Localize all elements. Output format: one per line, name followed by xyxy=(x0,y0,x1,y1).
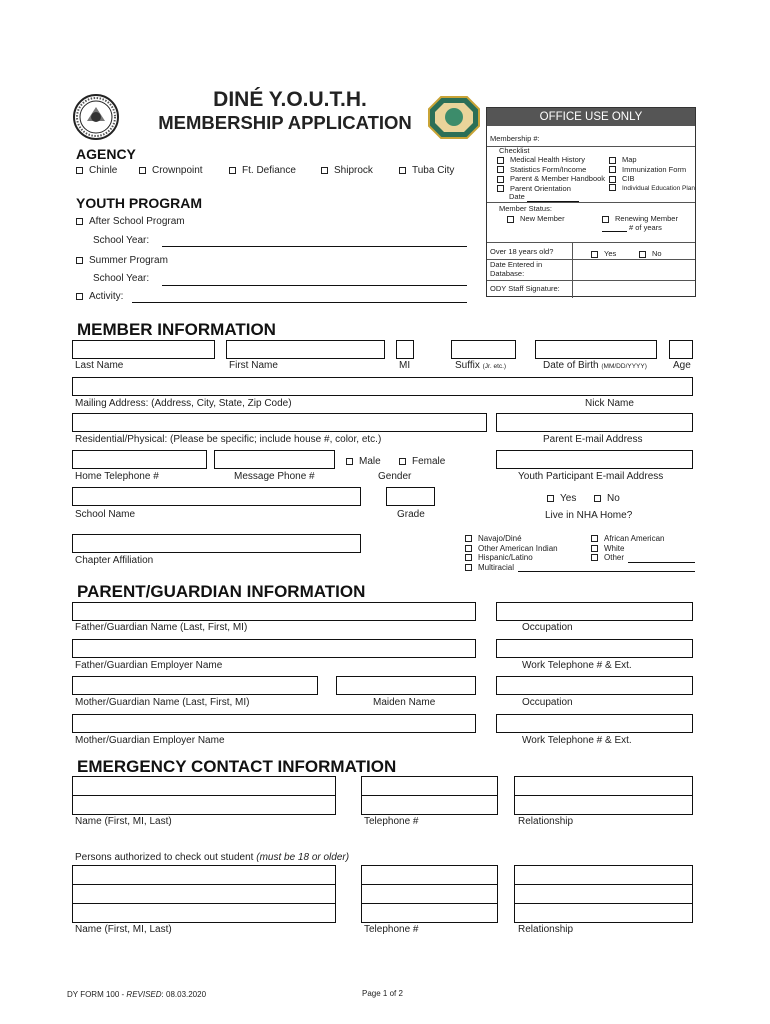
emergency-name-label: Name (First, MI, Last) xyxy=(75,816,172,827)
father-employer-input[interactable] xyxy=(72,639,476,658)
suffix-input[interactable] xyxy=(451,340,516,359)
chapter-affiliation-label: Chapter Affiliation xyxy=(75,555,154,566)
mother-occupation-input[interactable] xyxy=(496,676,693,695)
emergency-phone-1-input[interactable] xyxy=(361,776,498,796)
last-name-input[interactable] xyxy=(72,340,215,359)
medical-health-checkbox[interactable] xyxy=(497,157,504,164)
summer-program-checkbox[interactable] xyxy=(76,257,83,264)
nha-yes-label: Yes xyxy=(560,493,577,504)
parent-guardian-heading: PARENT/GUARDIAN INFORMATION xyxy=(77,582,366,601)
membership-number-label: Membership #: xyxy=(490,134,540,143)
activity-line[interactable] xyxy=(132,302,467,303)
form-number: DY FORM 100 - REVISED: 08.03.2020 xyxy=(67,990,207,999)
tuba-city-checkbox[interactable] xyxy=(399,167,406,174)
navajo-checkbox[interactable] xyxy=(465,535,472,542)
nha-no-label: No xyxy=(607,493,620,504)
ft-defiance-label: Ft. Defiance xyxy=(242,165,296,176)
authorized-phone-3-input[interactable] xyxy=(361,903,498,923)
multiracial-line[interactable] xyxy=(518,571,695,572)
male-label: Male xyxy=(359,456,381,467)
form-title: DINÉ Y.O.U.T.H. xyxy=(213,88,367,111)
father-work-phone-input[interactable] xyxy=(496,639,693,658)
renewing-member-checkbox[interactable] xyxy=(602,216,609,223)
tuba-city-label: Tuba City xyxy=(412,165,455,176)
chinle-label: Chinle xyxy=(89,165,118,176)
member-info-heading: MEMBER INFORMATION xyxy=(77,320,276,339)
ethnicity-right: African American White Other xyxy=(591,534,664,563)
mi-label: MI xyxy=(399,360,411,371)
school-year-label-1: School Year: xyxy=(93,235,150,246)
nha-home-label: Live in NHA Home? xyxy=(545,510,633,521)
mother-occupation-label: Occupation xyxy=(522,697,573,708)
emergency-relationship-label: Relationship xyxy=(518,816,574,827)
age-input[interactable] xyxy=(669,340,693,359)
message-phone-input[interactable] xyxy=(214,450,335,469)
navajo-housing-logo xyxy=(427,95,481,140)
member-status-label: Member Status: xyxy=(499,204,552,213)
nick-name-input[interactable] xyxy=(496,413,693,432)
grade-label: Grade xyxy=(397,509,425,520)
form-subtitle: MEMBERSHIP APPLICATION xyxy=(158,112,412,133)
school-name-label: School Name xyxy=(75,509,136,520)
youth-email-label: Youth Participant E-mail Address xyxy=(518,471,664,482)
school-name-input[interactable] xyxy=(72,487,361,506)
authorized-name-2-input[interactable] xyxy=(72,884,336,904)
after-school-checkbox[interactable] xyxy=(76,218,83,225)
activity-label: Activity: xyxy=(89,291,124,302)
renewing-member-label: Renewing Member xyxy=(615,214,678,223)
gender-label: Gender xyxy=(378,471,412,482)
parent-email-input[interactable] xyxy=(496,450,693,469)
mother-name-label: Mother/Guardian Name (Last, First, MI) xyxy=(75,697,250,708)
multiracial-checkbox[interactable] xyxy=(465,564,472,571)
shiprock-checkbox[interactable] xyxy=(321,167,328,174)
father-name-label: Father/Guardian Name (Last, First, MI) xyxy=(75,622,248,633)
father-name-input[interactable] xyxy=(72,602,476,621)
ft-defiance-checkbox[interactable] xyxy=(229,167,236,174)
youth-program-heading: YOUTH PROGRAM xyxy=(76,195,202,211)
authorized-name-3-input[interactable] xyxy=(72,903,336,923)
maiden-name-input[interactable] xyxy=(336,676,476,695)
grade-input[interactable] xyxy=(386,487,435,506)
male-checkbox[interactable] xyxy=(346,458,353,465)
suffix-label: Suffix (Jr. etc.) xyxy=(455,360,507,371)
iep-checkbox[interactable] xyxy=(609,184,616,191)
new-member-label: New Member xyxy=(520,214,565,223)
emergency-telephone-label: Telephone # xyxy=(364,816,419,827)
years-label: # of years xyxy=(629,223,662,232)
authorized-phone-1-input[interactable] xyxy=(361,865,498,885)
authorized-persons-label: Persons authorized to check out student (must be 18 or older) xyxy=(75,852,350,863)
emergency-contact-heading: EMERGENCY CONTACT INFORMATION xyxy=(77,757,397,776)
parent-orientation-checkbox[interactable] xyxy=(497,185,504,192)
over-18-no-checkbox[interactable] xyxy=(639,251,646,258)
african-american-checkbox[interactable] xyxy=(591,535,598,542)
school-year-2-line[interactable] xyxy=(162,285,467,286)
parent-email-label: Parent E-mail Address xyxy=(543,434,643,445)
mother-name-input[interactable] xyxy=(72,676,318,695)
authorized-relationship-label: Relationship xyxy=(518,924,574,935)
female-checkbox[interactable] xyxy=(399,458,406,465)
authorized-phone-2-input[interactable] xyxy=(361,884,498,904)
school-year-label-2: School Year: xyxy=(93,273,150,284)
dob-label: Date of Birth (MM/DD/YYYY) xyxy=(543,360,647,371)
map-checkbox[interactable] xyxy=(609,157,616,164)
age-label: Age xyxy=(673,360,691,371)
cib-checkbox[interactable] xyxy=(609,176,616,183)
chinle-checkbox[interactable] xyxy=(76,167,83,174)
authorized-relationship-1-input[interactable] xyxy=(514,865,693,885)
crownpoint-label: Crownpoint xyxy=(152,165,203,176)
new-member-checkbox[interactable] xyxy=(507,216,514,223)
nick-name-label: Nick Name xyxy=(585,398,634,409)
first-name-label: First Name xyxy=(229,360,278,371)
nha-yes-checkbox[interactable] xyxy=(547,495,554,502)
authorized-relationship-2-input[interactable] xyxy=(514,884,693,904)
first-name-input[interactable] xyxy=(226,340,385,359)
shiprock-label: Shiprock xyxy=(334,165,373,176)
message-phone-label: Message Phone # xyxy=(234,471,315,482)
emergency-name-2-input[interactable] xyxy=(72,795,336,815)
ethnicity-left: Navajo/Diné Other American Indian Hispanic/Latino Multiracial xyxy=(465,534,558,572)
father-work-phone-label: Work Telephone # & Ext. xyxy=(522,660,632,671)
father-employer-label: Father/Guardian Employer Name xyxy=(75,660,223,671)
dob-input[interactable] xyxy=(535,340,657,359)
chapter-affiliation-input[interactable] xyxy=(72,534,361,553)
summer-program-label: Summer Program xyxy=(89,255,168,266)
emergency-phone-2-input[interactable] xyxy=(361,795,498,815)
date-entered-label: Date Entered in Database: xyxy=(490,260,543,278)
dob-hint: (MM/DD/YYYY) xyxy=(601,363,647,370)
activity-checkbox[interactable] xyxy=(76,293,83,300)
over-18-yes-checkbox[interactable] xyxy=(591,251,598,258)
female-label: Female xyxy=(412,456,446,467)
residential-label: Residential/Physical: (Please be specific; include house #, color, etc.) xyxy=(75,434,382,445)
crownpoint-checkbox[interactable] xyxy=(139,167,146,174)
other-ethnicity-checkbox[interactable] xyxy=(591,554,598,561)
maiden-name-label: Maiden Name xyxy=(373,697,436,708)
handbook-checkbox[interactable] xyxy=(497,176,504,183)
last-name-label: Last Name xyxy=(75,360,124,371)
residential-address-input[interactable] xyxy=(72,413,487,432)
statistics-form-checkbox[interactable] xyxy=(497,166,504,173)
other-american-indian-checkbox[interactable] xyxy=(465,545,472,552)
after-school-label: After School Program xyxy=(89,216,185,227)
mother-work-phone-label: Work Telephone # & Ext. xyxy=(522,735,632,746)
over-18-label: Over 18 years old? xyxy=(490,247,554,256)
authorized-relationship-3-input[interactable] xyxy=(514,903,693,923)
checklist-left: Medical Health History Statistics Form/Income Parent & Member Handbook Parent Orientation xyxy=(497,155,605,193)
mother-employer-input[interactable] xyxy=(72,714,476,733)
page-number: Page 1 of 2 xyxy=(362,989,403,998)
hispanic-checkbox[interactable] xyxy=(465,554,472,561)
emergency-name-1-input[interactable] xyxy=(72,776,336,796)
white-checkbox[interactable] xyxy=(591,545,598,552)
office-use-title: OFFICE USE ONLY xyxy=(487,108,695,126)
checklist-date-label: Date xyxy=(509,192,525,201)
authorized-telephone-label: Telephone # xyxy=(364,924,419,935)
mailing-address-input[interactable] xyxy=(72,377,693,396)
immunization-checkbox[interactable] xyxy=(609,166,616,173)
agency-heading: AGENCY xyxy=(76,146,136,162)
school-year-1-line[interactable] xyxy=(162,246,467,247)
mailing-address-label: Mailing Address: (Address, City, State, Zip Code) xyxy=(75,398,292,409)
father-occupation-label: Occupation xyxy=(522,622,573,633)
checklist-label: Checklist xyxy=(499,146,530,155)
staff-signature-label: ODY Staff Signature: xyxy=(490,284,560,293)
dine-youth-seal-logo xyxy=(70,93,122,141)
nha-no-checkbox[interactable] xyxy=(594,495,601,502)
emergency-relationship-2-input[interactable] xyxy=(514,795,693,815)
emergency-relationship-1-input[interactable] xyxy=(514,776,693,796)
authorized-name-1-input[interactable] xyxy=(72,865,336,885)
father-occupation-input[interactable] xyxy=(496,602,693,621)
home-phone-input[interactable] xyxy=(72,450,207,469)
mother-employer-label: Mother/Guardian Employer Name xyxy=(75,735,225,746)
checklist-right: Map Immunization Form CIB Individual Education Plan xyxy=(609,155,695,193)
authorized-name-label: Name (First, MI, Last) xyxy=(75,924,172,935)
office-use-panel: OFFICE USE ONLY Membership #: Checklist Medical Health History Statistics Form/Income Parent & Member Handbook Parent Orientation Map Immunization Form CIB Individual Education Plan Date Member Status: New Member Renewing Member # of years Over 18 years old? Yes No Date Entered in Database: ODY Staff Signature: xyxy=(486,107,696,297)
mother-work-phone-input[interactable] xyxy=(496,714,693,733)
mi-input[interactable] xyxy=(396,340,414,359)
other-ethnicity-line[interactable] xyxy=(628,562,695,563)
home-phone-label: Home Telephone # xyxy=(75,471,159,482)
suffix-hint: (Jr. etc.) xyxy=(482,363,507,370)
